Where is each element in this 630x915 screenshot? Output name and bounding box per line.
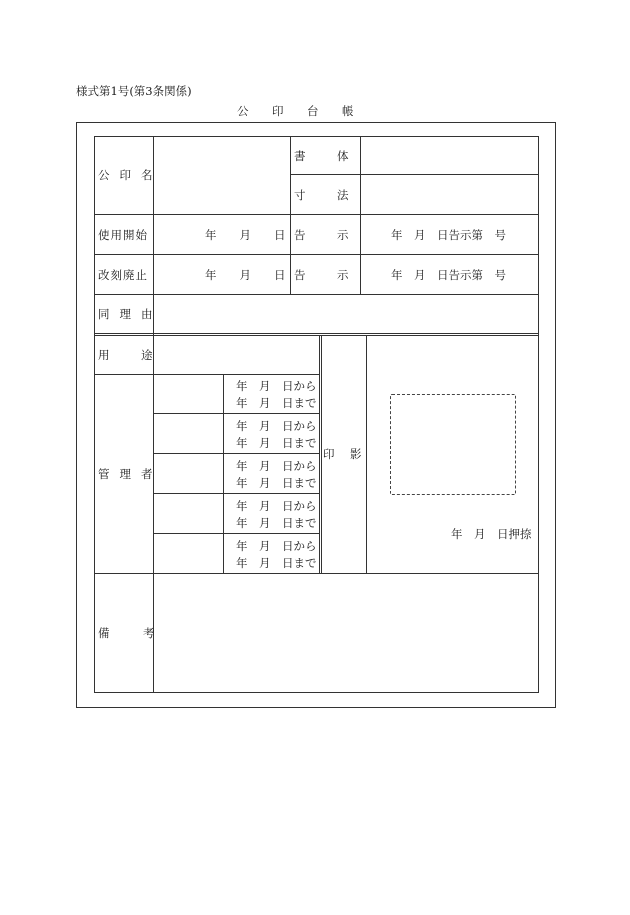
manager-period-1-from: 年 月 日から: [236, 379, 317, 393]
abolish-date: 年 月 日: [205, 268, 286, 282]
row-line: [153, 413, 319, 414]
row-line: [94, 335, 539, 336]
row-line: [94, 294, 539, 295]
notice-label: 告 示: [294, 228, 359, 242]
purpose-label: 用 途: [98, 348, 163, 362]
notice-label-2: 告 示: [294, 268, 359, 282]
manager-period-2-until: 年 月 日まで: [236, 436, 317, 450]
col-line: [223, 374, 224, 573]
remarks-label: 備 考: [98, 626, 166, 640]
row-line: [290, 174, 539, 175]
stamped-date: 年 月 日押捺: [451, 527, 532, 541]
manager-period-3-from: 年 月 日から: [236, 459, 317, 473]
start-use-label: 使用開始: [98, 228, 148, 242]
abolish-label: 改刻廃止: [98, 268, 148, 282]
row-line: [94, 374, 319, 375]
col-line: [366, 335, 367, 573]
page-title: 公 印 台 帳: [237, 104, 360, 118]
manager-period-2-from: 年 月 日から: [236, 419, 317, 433]
reason-label: 同理由: [98, 307, 163, 321]
seal-impression-label: 印 影: [323, 447, 364, 461]
row-line: [153, 493, 319, 494]
col-line: [290, 136, 291, 294]
manager-period-4-from: 年 月 日から: [236, 499, 317, 513]
seal-name-label: 公印名: [98, 168, 163, 182]
manager-period-1-until: 年 月 日まで: [236, 396, 317, 410]
row-line: [94, 333, 539, 334]
seal-impression-area: [390, 394, 516, 495]
row-line: [153, 453, 319, 454]
form-number: 様式第1号(第3条関係): [76, 84, 192, 98]
row-line: [94, 573, 539, 574]
start-use-date: 年 月 日: [205, 228, 286, 242]
dimensions-label: 寸 法: [294, 188, 359, 202]
col-line: [319, 335, 320, 573]
row-line: [153, 533, 319, 534]
typeface-label: 書 体: [294, 149, 359, 163]
manager-period-3-until: 年 月 日まで: [236, 476, 317, 490]
col-line: [153, 136, 154, 693]
abolish-notice-number: 年 月 日告示第 号: [391, 268, 506, 282]
manager-period-5-from: 年 月 日から: [236, 539, 317, 553]
start-notice-number: 年 月 日告示第 号: [391, 228, 506, 242]
col-line: [321, 335, 322, 573]
row-line: [94, 214, 539, 215]
manager-period-5-until: 年 月 日まで: [236, 556, 317, 570]
manager-period-4-until: 年 月 日まで: [236, 516, 317, 530]
col-line: [360, 136, 361, 294]
row-line: [94, 254, 539, 255]
manager-label: 管理者: [98, 467, 163, 481]
